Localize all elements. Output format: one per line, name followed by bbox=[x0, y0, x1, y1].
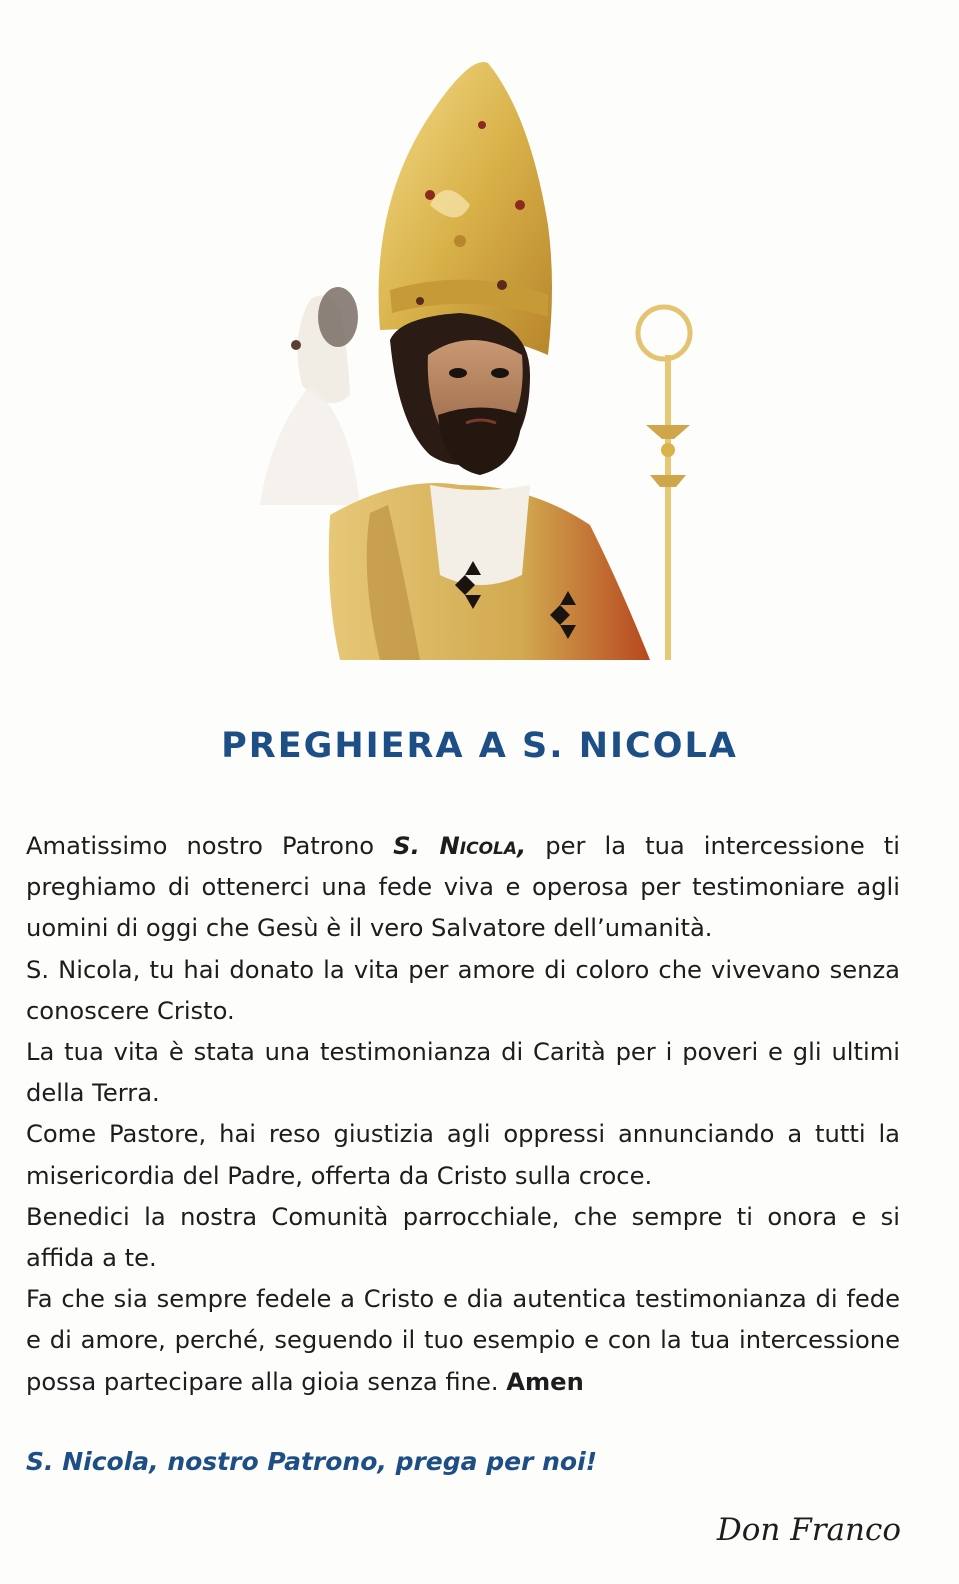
mitre bbox=[379, 62, 552, 355]
prayer-paragraph-1 bbox=[26, 826, 900, 950]
prayer-paragraph-2: S. Nicola, tu hai donato la vita per amore di coloro che vivevano senza conoscere Cristo. bbox=[26, 955, 900, 1025]
saint-nicholas-illustration bbox=[230, 55, 730, 665]
signature: Don Franco bbox=[716, 1512, 901, 1548]
head bbox=[390, 313, 530, 475]
prayer-paragraph-3: La tua vita è stata una testimonianza di Carità per i poveri e gli ultimi della Terra. bbox=[26, 1038, 900, 1108]
crozier-staff bbox=[638, 307, 690, 660]
vestments bbox=[329, 483, 650, 660]
amen: Amen bbox=[506, 1367, 584, 1396]
invocation: S. Nicola, nostro Patrono, prega per noi! bbox=[26, 1447, 598, 1476]
prayer-p6-text: Fa che sia sempre fedele a Cristo e dia autentica testimonianza di fede e di amore, perché, seguendo il tuo esempio e con la tua intercessione possa partecipare alla gioia senza fine. bbox=[26, 1285, 900, 1396]
page-title: PREGHIERA A S. NICOLA bbox=[221, 726, 738, 766]
raised-hand bbox=[260, 287, 360, 505]
patron-name: S. Nicola, bbox=[393, 832, 527, 860]
prayer-paragraph-4: Come Pastore, hai reso giustizia agli oppressi annunciando a tutti la misericordia del Padre, offerta da Cristo sulla croce. bbox=[26, 1120, 900, 1190]
prayer-text bbox=[26, 826, 900, 1403]
prayer-p1-after: per la tua intercessione ti preghiamo di ottenerci una fede viva e operosa per testimoniare agli uomini di oggi che Gesù è il vero Salvatore dell’umanità. bbox=[26, 832, 900, 943]
prayer-p1-before: Amatissimo nostro Patrono bbox=[26, 832, 394, 860]
prayer-paragraph-6 bbox=[26, 1279, 900, 1403]
prayer-paragraph-5: Benedici la nostra Comunità parrocchiale, che sempre ti onora e si affida a te. bbox=[26, 1202, 900, 1273]
